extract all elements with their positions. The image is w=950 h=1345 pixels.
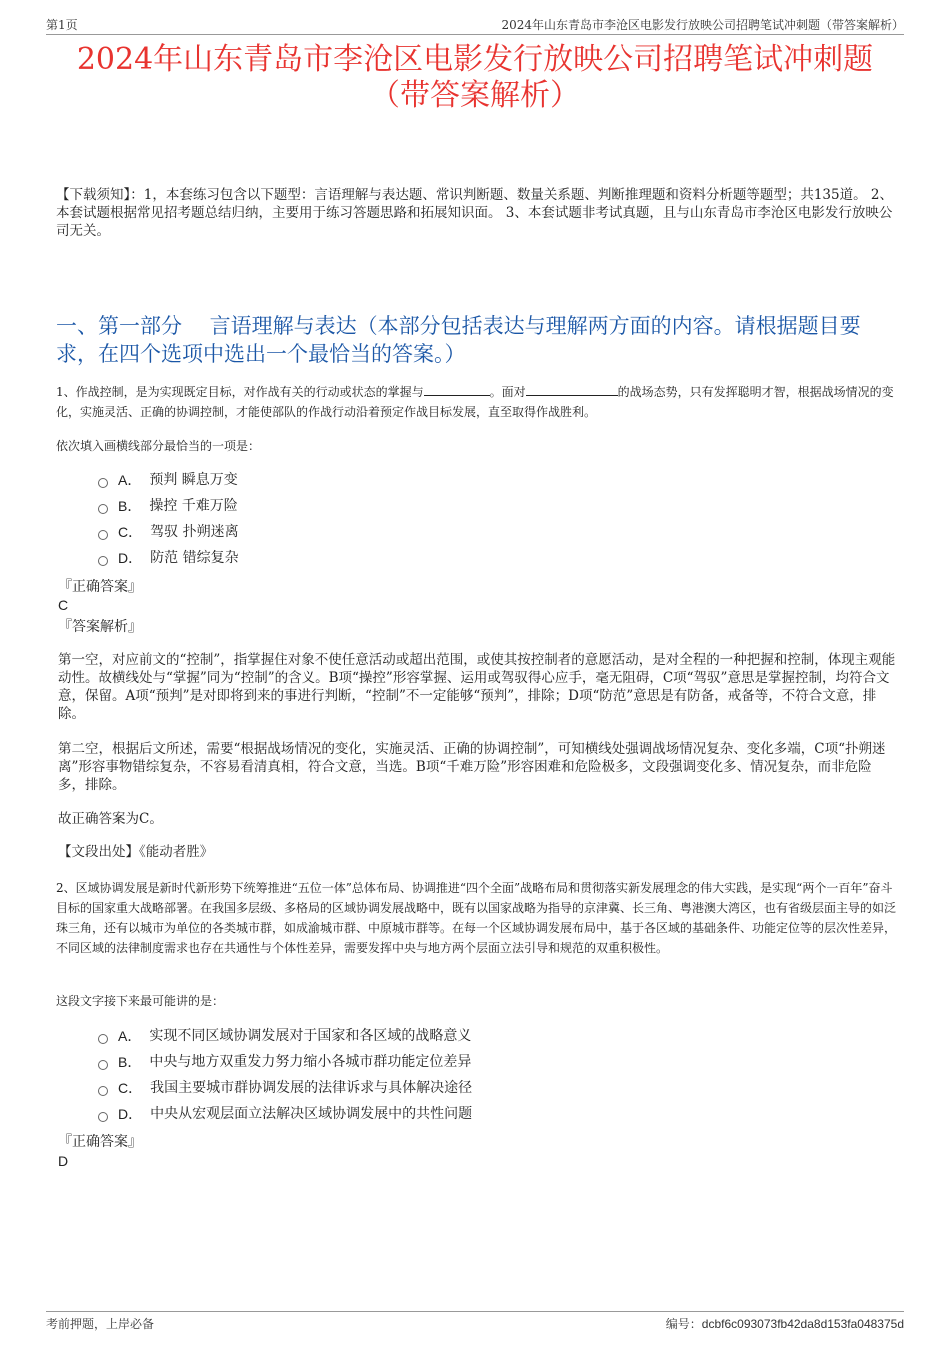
page-number: 第1页 <box>46 18 78 32</box>
header-doc-title: 2024年山东青岛市李沧区电影发行放映公司招聘笔试冲刺题（带答案解析） <box>501 18 904 32</box>
page-title <box>0 42 950 114</box>
radio-icon[interactable] <box>98 556 108 566</box>
radio-icon[interactable] <box>98 504 108 514</box>
page-title-line2: （带答案解析） <box>370 78 580 113</box>
radio-icon[interactable] <box>98 530 108 540</box>
q1-stem-part-a: 1、作战控制，是为实现既定目标，对作战有关的行动或状态的掌握与 <box>56 385 424 399</box>
q1-analysis-conclusion: 故正确答案为C。 <box>58 811 163 827</box>
section-heading: 一、第一部分 言语理解与表达（本部分包括表达与理解两方面的内容。请根据题目要求，在四个选项中选出一个最恰当的答案。） <box>56 314 861 366</box>
radio-icon[interactable] <box>98 1034 108 1044</box>
q1-blank-2 <box>526 383 618 396</box>
q1-answer-label: 『正确答案』 <box>58 579 142 595</box>
q1-option-d[interactable]: D． 防范 错综复杂 <box>98 545 239 571</box>
q1-option-b[interactable]: B． 操控 千难万险 <box>98 493 239 519</box>
q1-stem-part-c: 的战场态势，只有发挥聪明才智，根据战场情况的变化，实施灵活、正确的协调控制，才能使部队的作战行动沿着预定作战目标发展，直至取得作战胜利。 <box>56 385 894 419</box>
page-header <box>46 14 904 35</box>
q1-stem <box>56 382 898 422</box>
q1-answer: C <box>58 597 69 613</box>
footer-code: 编号：dcbf6c093073fb42da8d153fa048375d <box>665 1317 904 1331</box>
q2-answer-label: 『正确答案』 <box>58 1134 142 1150</box>
q2-answer: D <box>58 1153 69 1169</box>
q2-option-a[interactable]: A． 实现不同区域协调发展对于国家和各区域的战略意义 <box>98 1023 472 1049</box>
q2-option-d[interactable]: D． 中央从宏观层面立法解决区域协调发展中的共性问题 <box>98 1101 472 1127</box>
q1-source: 【文段出处】《能动者胜》 <box>58 844 214 860</box>
q1-stem-part-b: 。面对 <box>489 385 526 399</box>
page-footer <box>46 1311 904 1334</box>
footer-slogan: 考前押题，上岸必备 <box>46 1317 155 1331</box>
q2-prompt: 这段文字接下来最可能讲的是： <box>56 994 225 1008</box>
q1-analysis-label: 『答案解析』 <box>58 619 142 635</box>
q1-analysis-para-2: 第二空，根据后文所述，需要“根据战场情况的变化，实施灵活、正确的协调控制”，可知横线处强调战场情况复杂、变化多端，C项“扑朔迷离”形容事物错综复杂，不容易看清真相，符合文意，当选。B项“千难万险”形容困难和危险极多，文段强调变化多、情况复杂，而非危险多，排除。 <box>58 741 886 793</box>
q2-option-c[interactable]: C． 我国主要城市群协调发展的法律诉求与具体解决途径 <box>98 1075 472 1101</box>
q2-options <box>98 1023 472 1127</box>
q1-analysis-para-1: 第一空，对应前文的“控制”，指掌握住对象不使任意活动或超出范围，或使其按控制者的意愿活动，是对全程的一种把握和控制，体现主观能动性。故横线处与“掌握”同为“控制”的含义。B项“操控”形容掌握、运用或驾驭得心应手，毫无阻碍，C项“驾驭”意思是掌握控制，均符合文意，保留。A项“预判”是对即将到来的事进行判断，“控制”不一定能够“预判”，排除；D项“防范”意思是有防备，戒备等，不符合文意，排除。 <box>58 652 896 722</box>
radio-icon[interactable] <box>98 478 108 488</box>
page-title-line1: 2024年山东青岛市李沧区电影发行放映公司招聘笔试冲刺题 <box>76 42 874 77</box>
q1-options <box>98 467 239 571</box>
q1-blank-1 <box>424 383 490 396</box>
q1-option-a[interactable]: A． 预判 瞬息万变 <box>98 467 239 493</box>
q1-option-c[interactable]: C． 驾驭 扑朔迷离 <box>98 519 239 545</box>
radio-icon[interactable] <box>98 1112 108 1122</box>
download-notice: 【下载须知】：1，本套练习包含以下题型：言语理解与表达题、常识判断题、数量关系题、判断推理题和资料分析题等题型；共135道。 2、本套试题根据常见招考题总结归纳，主要用于练习答题思路和拓展知识面。 3、本套试题非考试真题，且与山东青岛市李沧区电影发行放映公司无关。 <box>56 187 893 239</box>
radio-icon[interactable] <box>98 1086 108 1096</box>
q2-stem: 2、区域协调发展是新时代新形势下统筹推进“五位一体”总体布局、协调推进“四个全面”战略布局和贯彻落实新发展理念的伟大实践，是实现“两个一百年”奋斗目标的国家重大战略部署。在我国多层级、多格局的区域协调发展战略中，既有以国家战略为指导的京津冀、长三角、粤港澳大湾区，也有省级层面主导的如泛珠三角，还有以城市为单位的各类城市群，如成渝城市群、中原城市群等。在每一个区域协调发展布局中，基于各区域的基础条件、功能定位等的层次性差异，不同区域的法律制度需求也存在共通性与个体性差异，需要发挥中央与地方两个层面立法引导和规范的双重积极性。 <box>56 881 897 955</box>
q1-prompt: 依次填入画横线部分最恰当的一项是： <box>56 439 261 453</box>
radio-icon[interactable] <box>98 1060 108 1070</box>
q2-option-b[interactable]: B． 中央与地方双重发力努力缩小各城市群功能定位差异 <box>98 1049 472 1075</box>
